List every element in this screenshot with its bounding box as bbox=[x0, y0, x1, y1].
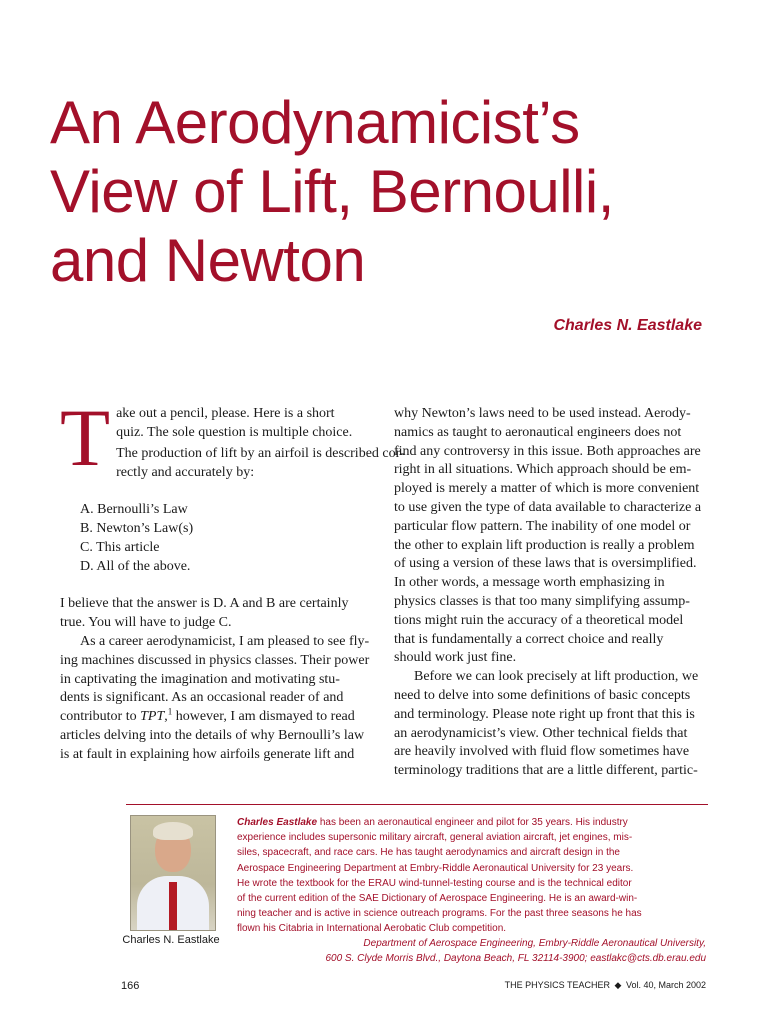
text-line: right in all situations. Which approach should be em- bbox=[394, 462, 692, 478]
journal-issue: Vol. 40, March 2002 bbox=[625, 980, 706, 990]
title-line: An Aerodynamicist’s bbox=[50, 89, 580, 156]
text-line: is at fault in explaining how airfoils generate lift and bbox=[60, 746, 355, 762]
journal-abbrev: TPT bbox=[140, 709, 165, 725]
affiliation-line: Department of Aerospace Engineering, Embry-Riddle Aeronautical University, bbox=[363, 938, 706, 949]
text-line: tions might ruin the accuracy of a theoretical model bbox=[394, 612, 684, 628]
page-number: 166 bbox=[121, 980, 140, 992]
quiz-option: D. All of the above. bbox=[80, 558, 191, 574]
running-footer bbox=[505, 980, 706, 991]
text-line: terminology traditions that are a little different, partic- bbox=[394, 763, 698, 779]
text-line: The production of lift by an airfoil is described cor- bbox=[116, 446, 405, 461]
bio-name: Charles Eastlake bbox=[237, 817, 318, 828]
text-line: ake out a pencil, please. Here is a short bbox=[116, 406, 335, 421]
text-line: ing machines discussed in physics classes. Their power bbox=[60, 652, 370, 668]
bio-line: experience includes supersonic military aircraft, general aviation aircraft, jet engines, mis- bbox=[237, 832, 633, 844]
text-fragment: however, I am dismayed to read bbox=[172, 709, 355, 725]
text-line: articles delving into the details of why Bernoulli’s law bbox=[60, 727, 365, 743]
text-line: should work just fine. bbox=[394, 650, 517, 666]
text-line: an aerodynamicist’s view. Other technical fields that bbox=[394, 725, 688, 741]
drop-cap: T bbox=[60, 392, 111, 483]
text-line: dents is significant. As an occasional reader of and bbox=[60, 690, 344, 706]
text-line: As a career aerodynamicist, I am pleased to see fly- bbox=[80, 633, 370, 649]
text-line: namics as taught to aeronautical engineers does not bbox=[394, 424, 682, 440]
title-line: and Newton bbox=[50, 227, 366, 294]
bio-line: of the current edition of the SAE Dictionary of Aerospace Engineering. He is an award-win- bbox=[237, 893, 638, 905]
text-line: of using a version of these laws that is oversimplified. bbox=[394, 556, 697, 572]
bio-line: flown his Citabria in International Aerobatic Club competition. bbox=[237, 923, 507, 935]
author-byline: Charles N. Eastlake bbox=[553, 317, 702, 334]
quiz-option: B. Newton’s Law(s) bbox=[80, 521, 194, 537]
journal-name: THE PHYSICS TEACHER bbox=[504, 980, 610, 990]
quiz-option: A. Bernoulli’s Law bbox=[80, 502, 188, 518]
text-line: I believe that the answer is D. A and B are certainly bbox=[60, 596, 349, 612]
answer-paragraph bbox=[60, 595, 376, 633]
text-fragment: has been an aeronautical engineer and pilot for 35 years. His industry bbox=[317, 817, 628, 828]
bio-line: He wrote the textbook for the ERAU wind-tunnel-testing course and is the technical editor bbox=[237, 877, 632, 889]
text-line: the other to explain lift production is really a problem bbox=[394, 537, 695, 553]
text-line: contributor to TPT,$^1$ however, I am dismayed to read bbox=[60, 706, 355, 725]
approach-paragraph bbox=[394, 405, 708, 668]
author-photo bbox=[130, 815, 216, 931]
career-paragraph bbox=[60, 633, 376, 765]
title-line: View of Lift, Bernoulli, bbox=[50, 158, 614, 225]
text-line: ployed is merely a matter of which is more convenient bbox=[394, 481, 700, 497]
author-affiliation bbox=[325, 936, 706, 967]
bio-line: ning teacher and is active in science outreach programs. For the past three seasons he has bbox=[237, 908, 642, 920]
text-line: rectly and accurately by: bbox=[116, 464, 255, 480]
bio-line: siles, spacecraft, and race cars. He has taught aerodynamics and aircraft design in the bbox=[237, 847, 620, 859]
article-title bbox=[50, 88, 740, 295]
author-bio bbox=[237, 815, 712, 937]
text-line: need to delve into some definitions of basic concepts bbox=[394, 687, 691, 703]
left-column bbox=[60, 392, 405, 765]
text-line: are heavily involved with fluid flow sometimes have bbox=[394, 744, 690, 760]
text-fragment: contributor to bbox=[60, 709, 141, 725]
affiliation-line: 600 S. Clyde Morris Blvd., Daytona Beach, FL 32114-3900; eastlakc@cts.db.erau.edu bbox=[325, 953, 706, 965]
photo-caption: Charles N. Eastlake bbox=[122, 934, 220, 946]
text-line: why Newton’s laws need to be used instead. Aerody- bbox=[394, 406, 691, 421]
text-line: quiz. The sole question is multiple choice. bbox=[116, 424, 353, 440]
quiz-option: C. This article bbox=[80, 539, 160, 555]
text-line: In other words, a message worth emphasizing in bbox=[394, 575, 665, 591]
text-line: and terminology. Please note right up front that this is bbox=[394, 706, 695, 722]
bio-line: Aerospace Engineering Department at Embry-Riddle Aeronautical University for 23 years. bbox=[237, 862, 634, 874]
text-line: particular flow pattern. The inability of one model or bbox=[394, 518, 691, 534]
definitions-paragraph bbox=[394, 668, 708, 781]
text-line: in captivating the imagination and motivating stu- bbox=[60, 671, 340, 687]
text-line: Before we can look precisely at lift production, we bbox=[414, 669, 699, 685]
right-column bbox=[394, 405, 708, 781]
bio-line bbox=[237, 815, 712, 830]
text-line: find any controversy in this issue. Both approaches are bbox=[394, 443, 701, 459]
text-line: to use given the type of data available to characterize a bbox=[394, 499, 702, 515]
text-line: that is fundamentally a correct choice and really bbox=[394, 631, 664, 647]
diamond-separator-icon: ◆ bbox=[614, 980, 622, 990]
quiz-options bbox=[60, 501, 376, 576]
bio-divider bbox=[126, 804, 708, 805]
reference-mark: 1 bbox=[167, 706, 173, 717]
text-line: true. You will have to judge C. bbox=[60, 615, 232, 631]
text-line: physics classes is that too many simplifying assump- bbox=[394, 593, 690, 609]
